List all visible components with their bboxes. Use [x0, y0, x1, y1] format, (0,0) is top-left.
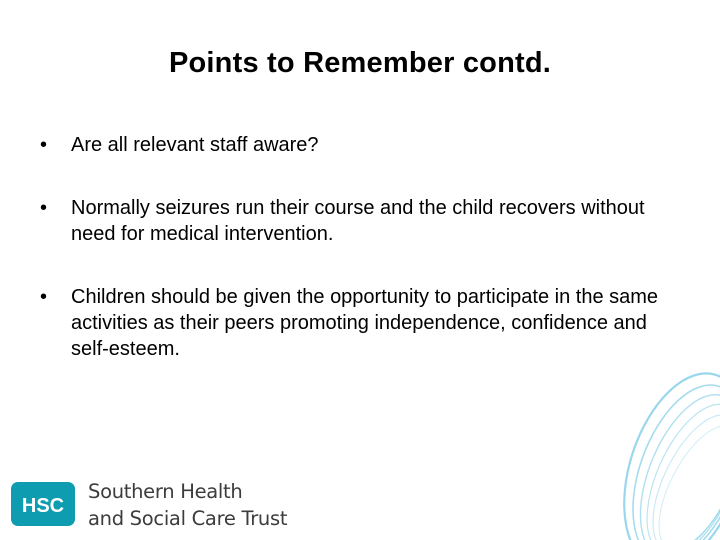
bullet-text: Are all relevant staff aware?: [71, 134, 319, 156]
hsc-badge-icon: [10, 480, 78, 528]
bullet-marker: •: [40, 197, 48, 219]
slide-title: Points to Remember contd.: [168, 47, 552, 79]
swirl-decoration-icon: [590, 355, 720, 540]
organization-logo: [10, 478, 310, 534]
bullet-item: [40, 284, 690, 362]
bullet-marker: •: [40, 134, 48, 156]
bullet-item: [40, 132, 690, 158]
organization-name: [88, 478, 287, 532]
organization-name-line2: and Social Care Trust: [88, 507, 288, 530]
bullet-marker: •: [40, 286, 48, 308]
bullet-text: Normally seizures run their course and the child recovers without need for medical intervention.: [71, 197, 645, 245]
organization-name-line1: Southern Health: [88, 480, 243, 503]
hsc-badge-text: HSC: [21, 495, 65, 517]
bullet-text: Children should be given the opportunity to participate in the same activities as their peers promoting independence, confidence and self-esteem.: [71, 286, 659, 360]
bullet-item: [40, 195, 690, 247]
